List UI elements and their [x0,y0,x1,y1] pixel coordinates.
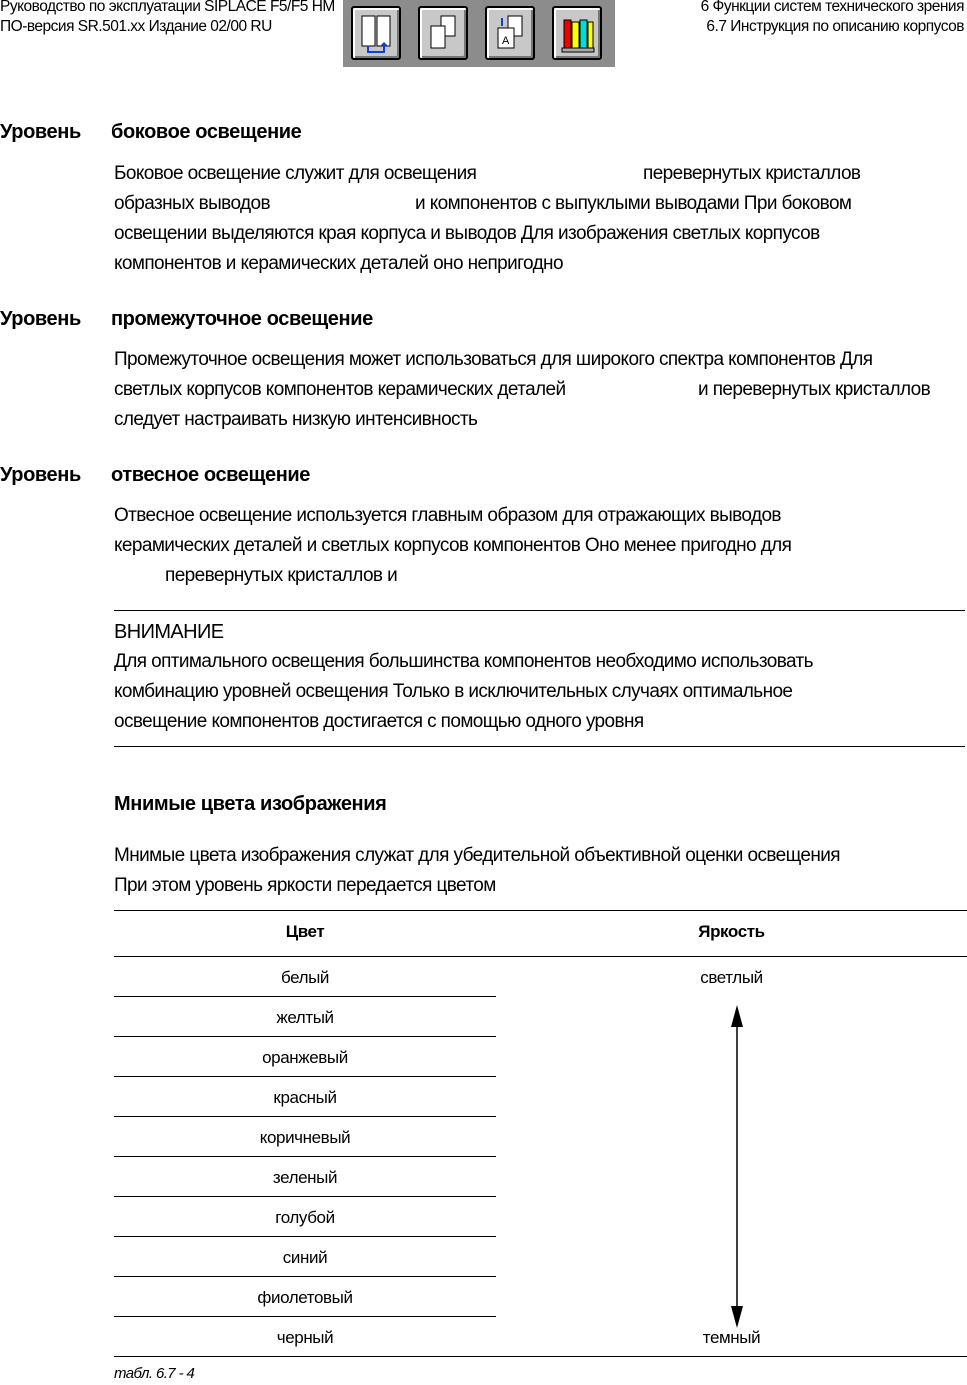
page-icon [427,14,461,54]
section-title: 6.7 Инструкция по описанию корпусов [706,18,964,35]
brightness-arrow-icon [727,1003,747,1331]
paragraph-line: освещении выделяются края корпуса и выводов Для изображения светлых корпусов [114,223,820,244]
row-rule [114,1196,496,1197]
paragraph-line: компонентов и керамических деталей оно непригодно [114,253,563,274]
row-rule [114,1236,496,1237]
chapter-title: 6 Функции систем технического зрения [700,0,964,15]
paragraph-line: и компонентов с выпуклыми выводами При боковом [415,193,852,214]
paragraph-line: перевернутых кристаллов [643,163,861,184]
paragraph-line: образных выводов [114,193,270,214]
table-bottom-rule [114,1356,967,1357]
attention-line: освещение компонентов достигается с помощью одного уровня [114,711,644,732]
search-page-icon [494,14,528,54]
library-button[interactable] [552,6,602,60]
attention-title: ВНИМАНИЕ [114,621,224,643]
paragraph-line: керамических деталей и светлых корпусов компонентов Оно менее пригодно для [114,535,792,556]
section-heading: промежуточное освещение [111,308,373,330]
header-rule [114,956,967,957]
row-rule [114,1276,496,1277]
attention-line: комбинацию уровней освещения Только в исключительных случаях оптимальное [114,681,793,702]
table-top-rule [114,910,967,911]
svg-text:A: A [502,35,510,47]
paragraph-line: Мнимые цвета изображения служат для убедительной объективной оценки освещения [114,845,840,866]
paragraph-line: Промежуточное освещения может использоваться для широкого спектра компонентов Для [114,349,873,370]
brightness-light: светлый [700,968,763,987]
level-label: Уровень [0,464,81,486]
paragraph-line: Отвесное освещение используется главным образом для отражающих выводов [114,505,781,526]
color-cell: зеленый [272,1168,338,1187]
row-rule [114,1116,496,1117]
color-cell: белый [280,968,330,987]
column-header-color: Цвет [285,922,325,941]
row-rule [114,1316,496,1317]
divider [114,610,965,611]
software-version: ПО-версия SR.501.xx Издание 02/00 RU [0,18,272,35]
paragraph-line: светлых корпусов компонентов керамических деталей [114,379,566,400]
row-rule [114,1076,496,1077]
color-cell: фиолетовый [257,1288,353,1307]
attention-line: Для оптимального освещения большинства компонентов необходимо использовать [114,651,813,672]
level-label: Уровень [0,308,81,330]
library-books-icon [561,14,595,54]
table-caption: табл. 6.7 - 4 [114,1365,195,1382]
row-rule [114,996,496,997]
section-heading: отвесное освещение [111,464,311,486]
row-rule [114,1036,496,1037]
level-label: Уровень [0,121,81,143]
paragraph-line: следует настраивать низкую интенсивность [114,409,478,430]
navigation-toolbar [343,0,615,67]
color-cell: желтый [276,1008,334,1027]
color-cell: коричневый [259,1128,351,1147]
contents-button[interactable] [351,6,401,60]
paragraph-line: и перевернутых кристаллов [698,379,931,400]
contents-icon [360,14,394,54]
divider [114,746,965,747]
brightness-dark: темный [702,1328,761,1347]
paragraph-line: Боковое освещение служит для освещения [114,163,477,184]
manual-title: Руководство по эксплуатации SIPLACE F5/F5 HM [0,0,335,15]
paragraph-line: При этом уровень яркости передается цветом [114,875,496,896]
color-cell: голубой [275,1208,335,1227]
row-rule [114,1156,496,1157]
column-header-brightness: Яркость [698,922,765,941]
color-cell: черный [276,1328,334,1347]
color-cell: синий [282,1248,328,1267]
section-heading: Мнимые цвета изображения [114,793,387,815]
section-heading: боковое освещение [111,121,302,143]
color-cell: красный [273,1088,337,1107]
color-cell: оранжевый [262,1048,348,1067]
page-button[interactable] [418,6,468,60]
paragraph-line: перевернутых кристаллов и [165,565,398,586]
search-button[interactable] [485,6,535,60]
